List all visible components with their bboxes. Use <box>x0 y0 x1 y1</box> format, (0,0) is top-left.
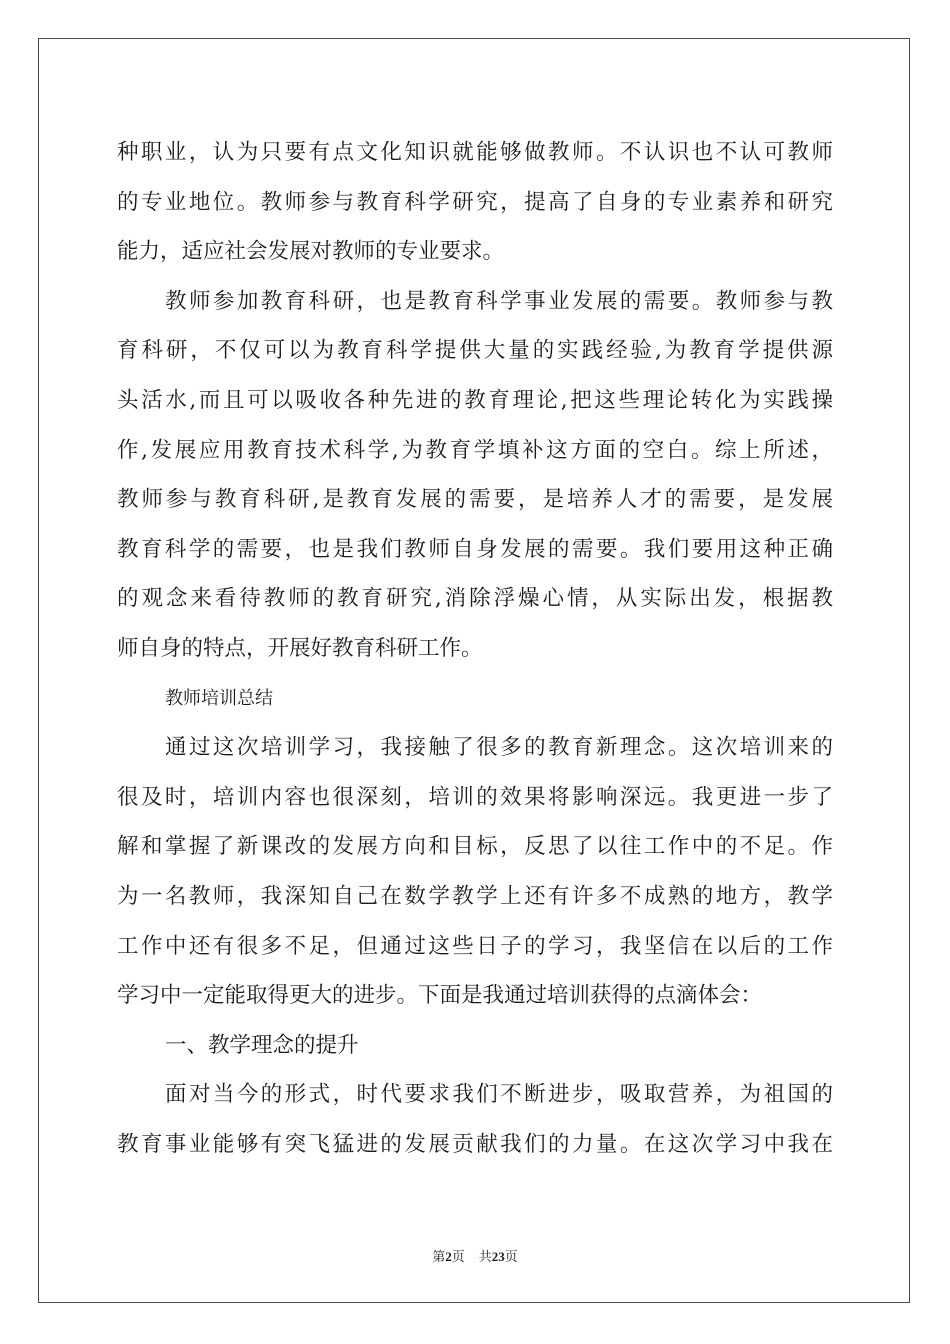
paragraph <box>117 1021 833 1071</box>
text-line: 能力，适应社会发展对教师的专业要求。 <box>117 239 505 265</box>
text-line: 教师参与教育科研,是教育发展的需要，是培养人才的需要，是发展 <box>117 487 833 513</box>
text-line: 教育事业能够有突飞猛进的发展贡献我们的力量。在这次学习中我在 <box>117 1131 833 1157</box>
text-line: 学习中一定能取得更大的进步。下面是我通过培训获得的点滴体会： <box>117 983 763 1009</box>
page-footer <box>0 1246 950 1265</box>
total-pages: 23 <box>491 1249 505 1264</box>
paragraph <box>117 723 833 1021</box>
total-prefix: 共 <box>478 1250 492 1265</box>
text-line: 种职业，认为只要有点文化知识就能够做教师。不认识也不认可教师 <box>117 140 833 165</box>
text-line: 为一名教师，我深知自己在数学教学上还有许多不成熟的地方，教学 <box>117 883 833 909</box>
text-line: 通过这次培训学习，我接触了很多的教育新理念。这次培训来的 <box>165 735 833 761</box>
text-line: 头活水,而且可以吸收各种先进的教育理论,把这些理论转化为实践操 <box>117 387 833 413</box>
text-line: 教育科学的需要，也是我们教师自身发展的需要。我们要用这种正确 <box>117 536 833 562</box>
page-prefix: 第 <box>432 1250 446 1265</box>
text-line: 的专业地位。教师参与教育科学研究，提高了自身的专业素养和研究 <box>117 189 833 215</box>
text-line: 很及时，培训内容也很深刻，培训的效果将影响深远。我更进一步了 <box>117 784 833 810</box>
text-line: 工作中还有很多不足，但通过这些日子的学习，我坚信在以后的工作 <box>117 933 833 959</box>
text-line: 教师参加教育科研，也是教育科学事业发展的需要。教师参与教 <box>165 288 833 314</box>
section-heading: 教师培训总结 <box>165 687 273 709</box>
text-line: 解和掌握了新课改的发展方向和目标，反思了以往工作中的不足。作 <box>117 834 833 860</box>
total-suffix: 页 <box>504 1250 518 1265</box>
text-line: 面对当今的形式，时代要求我们不断进步，吸取营养，为祖国的 <box>165 1082 833 1108</box>
text-line: 一、教学理念的提升 <box>165 1032 359 1058</box>
text-line: 的观念来看待教师的教育研究,消除浮燥心情，从实际出发，根据教 <box>117 586 833 612</box>
paragraph <box>117 277 833 674</box>
paragraph <box>117 1070 833 1169</box>
paragraph <box>117 128 833 277</box>
page-suffix: 页 <box>451 1250 465 1265</box>
text-line: 师自身的特点，开展好教育科研工作。 <box>117 635 483 661</box>
text-line: 作,发展应用教育技术科学,为教育学填补这方面的空白。综上所述， <box>117 437 833 463</box>
text-line: 育科研，不仅可以为教育科学提供大量的实践经验,为教育学提供源 <box>117 338 833 364</box>
page-number: 2 <box>445 1249 452 1264</box>
document-body <box>117 128 833 1169</box>
